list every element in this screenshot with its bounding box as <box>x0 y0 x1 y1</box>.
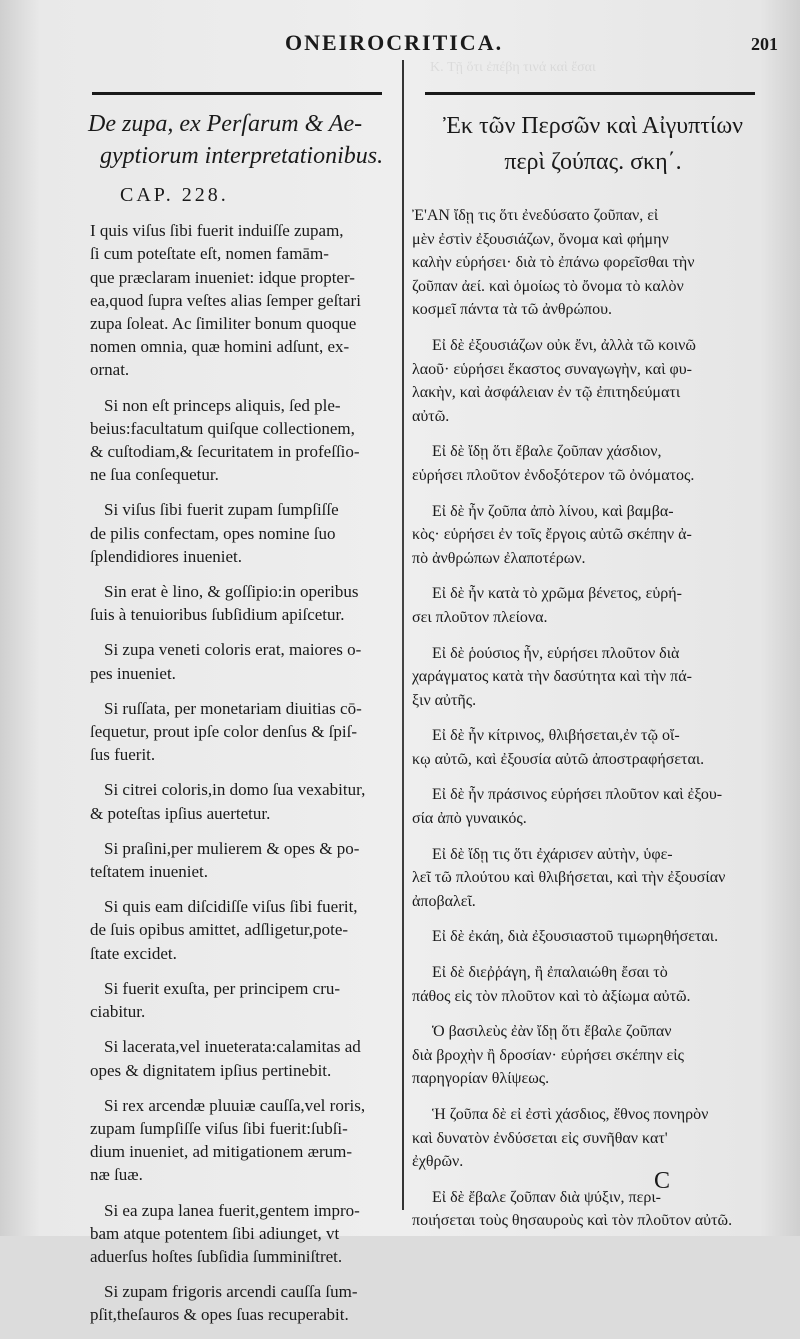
latin-text-line: pſit,theſauros & opes ſuas recuperabit. <box>90 1305 349 1325</box>
latin-paragraph <box>90 1199 390 1269</box>
greek-paragraph <box>412 724 774 771</box>
latin-paragraph <box>90 778 390 824</box>
greek-text-line: Εἰ δὲ ῥούσιος ἦν, εὑρήσει πλοῦτον διὰ <box>432 644 680 662</box>
latin-paragraph <box>90 638 390 684</box>
latin-text-line: Sin erat è lino, & goſſipio:in operibus <box>104 582 359 602</box>
latin-text-line: ſuis à tenuioribus ſubſidium apiſcetur. <box>90 605 345 625</box>
column-divider <box>402 60 404 1210</box>
greek-text-line: εὑρήσει πλοῦτον ἐνδοξότερον τῶ ὀνόματος. <box>412 466 695 484</box>
latin-text-line: ſus fuerit. <box>90 745 156 765</box>
greek-text-line: καλὴν εὑρήσει· διὰ τὸ ἐπάνω φορεῖσθαι τὴν <box>412 254 695 272</box>
latin-text-line: ſequetur, prout ipſe color denſus & ſpiſ- <box>90 722 358 742</box>
greek-text-line: ἀποβαλεῖ. <box>412 892 476 910</box>
latin-text-line: Si non eſt princeps aliquis, ſed ple- <box>104 395 341 415</box>
latin-text-line: beius:facultatum quiſque collectionem, <box>90 418 355 438</box>
greek-paragraphs <box>412 204 774 1233</box>
greek-paragraph <box>412 961 774 1008</box>
greek-paragraph <box>412 334 774 428</box>
latin-text-line: ornat. <box>90 360 130 380</box>
greek-text-line: λεῖ τῶ πλούτου καὶ θλιβήσεται, καὶ τὴν ἐξουσίαν <box>412 869 726 887</box>
right-header-rule <box>425 92 755 95</box>
latin-text-line: que præclaram inueniet: idque propter- <box>90 267 355 287</box>
greek-paragraph <box>412 925 774 949</box>
greek-text-line: ἐχθρῶν. <box>412 1153 464 1171</box>
greek-text-line: χαράγματος κατὰ τὴν δασύτητα καὶ τὴν πά- <box>412 668 692 686</box>
latin-text-line: Si ea zupa lanea fuerit,gentem impro- <box>104 1200 360 1220</box>
latin-text-line: Si zupa veneti coloris erat, maiores o- <box>104 640 362 660</box>
greek-text-line: παρηγορίαν θλίψεως. <box>412 1070 550 1088</box>
greek-paragraph <box>412 440 774 487</box>
latin-text-line: Si viſus ſibi fuerit zupam ſumpſiſſe <box>104 500 339 520</box>
greek-paragraph <box>412 783 774 830</box>
greek-text-line: Ὁ βασιλεὺς ἐὰν ἴδῃ ὅτι ἔβαλε ζοῦπαν <box>432 1023 672 1041</box>
greek-text-line: Εἰ δὲ ἴδῃ τις ὅτι ἐχάρισεν αὐτὴν, ὑφε- <box>432 845 673 863</box>
greek-paragraph <box>412 500 774 571</box>
greek-text-line: σει πλοῦτον πλείονα. <box>412 608 548 626</box>
latin-paragraph <box>90 394 390 487</box>
latin-text-line: de pilis confectam, opes nomine ſuo <box>90 523 336 543</box>
latin-paragraphs <box>90 219 390 1326</box>
greek-text-line: πάθος εἰς τὸν πλοῦτον καὶ τὸ ἀξίωμα αὐτῶ. <box>412 987 691 1005</box>
latin-text-line: Si fuerit exuſta, per principem cru- <box>104 978 341 998</box>
greek-text-line: κοσμεῖ πάντα τὰ τῶ ἀνθρώπου. <box>412 301 613 319</box>
greek-text-line: διὰ βροχὴν ἢ δροσίαν· εὑρήσει σκέπην εἰς <box>412 1046 684 1064</box>
latin-text-line: Si praſini,per mulierem & opes & po- <box>104 838 360 858</box>
greek-text-line: κῳ αὐτῶ, καὶ ἐξουσία αὐτῶ ἀποστραφήσεται. <box>412 750 705 768</box>
greek-text-line: Εἰ δὲ ἐξουσιάζων οὐκ ἔνι, ἀλλὰ τῶ κοινῶ <box>432 336 696 354</box>
latin-chapter-title <box>88 108 390 172</box>
latin-title-line: De zupa, ex Perſarum & Ae- <box>88 111 363 137</box>
latin-text-line: zupam ſumpſiſſe viſus ſibi fuerit:ſubſi- <box>90 1118 348 1138</box>
latin-text-line: I quis viſus ſibi fuerit induiſſe zupam, <box>90 221 344 241</box>
greek-text-line: καὶ δυνατὸν ἐνδύσεται εἰς συνῆθαν κατ' <box>412 1129 668 1147</box>
greek-text-line: λακὴν, καὶ ἀσφάλειαν ἐν τῷ ἐπιτηδεύματι <box>412 384 681 402</box>
greek-text-line: ποιήσεται τοὺς θησαυροὺς καὶ τὸν πλοῦτον αὐτῶ. <box>412 1212 733 1230</box>
greek-paragraph <box>412 1186 774 1233</box>
latin-paragraph <box>90 219 390 381</box>
greek-text-line: μὲν ἐστὶν ἐξουσιάζων, ὄνομα καὶ φήμην <box>412 230 669 248</box>
bleed-through-text: K. Τῇ ὅτι ἐπέβη τινά καὶ ἔσαι <box>430 60 596 75</box>
greek-text-line: κὸς· εὑρήσει ἐν τοῖς ἔργοις αὐτῶ σκέπην ἀ- <box>412 526 692 544</box>
latin-paragraph <box>90 1280 390 1326</box>
latin-text-line: dium inueniet, ad mitigationem ærum- <box>90 1142 353 1162</box>
greek-text-line: λαοῦ· εὑρήσει ἕκαστος συναγωγὴν, καὶ φυ- <box>412 360 692 378</box>
latin-paragraph <box>90 697 390 767</box>
latin-text-line: Si lacerata,vel inueterata:calamitas ad <box>104 1037 361 1057</box>
greek-text-line: Εἰ δὲ ἦν πράσινος εὑρήσει πλοῦτον καὶ ἐξου- <box>432 786 723 804</box>
greek-text-line: Εἰ δὲ διεῤῥάγη, ἢ ἐπαλαιώθη ἔσαι τὸ <box>432 964 668 982</box>
latin-text-line: Si quis eam diſcidiſſe viſus ſibi fuerit, <box>104 897 358 917</box>
latin-text-line: Si zupam frigoris arcendi cauſſa ſum- <box>104 1282 358 1302</box>
latin-text-line: & poteſtas ipſius auertetur. <box>90 803 271 823</box>
greek-text-line: Εἰ δὲ ἦν ζοῦπα ἀπὸ λίνου, καὶ βαμβα- <box>432 502 674 520</box>
latin-paragraph <box>90 1094 390 1187</box>
latin-title-line: gyptiorum interpretationibus. <box>100 143 384 169</box>
greek-title-line: περὶ ζούπας. σκη΄. <box>504 149 682 175</box>
greek-text-line: ξιν αὐτῆς. <box>412 691 477 709</box>
latin-text-line: opes & dignitatem ipſius pertinebit. <box>90 1060 332 1080</box>
latin-paragraph <box>90 895 390 965</box>
latin-text-line: & cuſtodiam,& ſecuritatem in profeſſio- <box>90 442 360 462</box>
greek-text-line: Εἰ δὲ ἦν κατὰ τὸ χρῶμα βένετος, εὑρή- <box>432 585 682 603</box>
signature-mark: C <box>653 1168 670 1194</box>
latin-paragraph <box>90 498 390 568</box>
latin-text-line: ſplendidiores inueniet. <box>90 546 243 566</box>
greek-chapter-title <box>412 108 774 180</box>
greek-text-line: Ἐ'ΑΝ ἴδῃ τις ὅτι ἐνεδύσατο ζοῦπαν, εἰ <box>412 207 659 224</box>
greek-text-line: πὸ ἀνθρώπων ἐλαποτέρων. <box>412 549 586 567</box>
latin-text-line: teſtatem inueniet. <box>90 862 209 882</box>
greek-text-line: Εἰ δὲ ἦν κίτρινος, θλιβήσεται,ἐν τῷ οἴ- <box>432 727 680 745</box>
latin-text-line: næ ſuæ. <box>90 1165 143 1185</box>
latin-text-line: nomen omnia, quæ homini adſunt, ex- <box>90 337 350 357</box>
latin-text-line: Si rex arcendæ pluuiæ cauſſa,vel roris, <box>104 1095 366 1115</box>
latin-text-line: bam atque potentem ſibi adiunget, vt <box>90 1223 340 1243</box>
latin-paragraph <box>90 580 390 626</box>
latin-text-line: ſi cum poteſtate eſt, nomen famām- <box>90 244 329 264</box>
greek-text-line: σία ἀπὸ γυναικός. <box>412 810 527 828</box>
chapter-number: CAP. 228. <box>120 184 229 206</box>
latin-paragraph <box>90 977 390 1023</box>
running-head: ONEIROCRITICA. <box>285 30 504 55</box>
greek-text-line: Ἡ ζοῦπα δὲ εἰ ἐστὶ χάσδιος, ἔθνος πονηρὸν <box>432 1106 709 1123</box>
latin-paragraph <box>90 837 390 883</box>
latin-text-line: ſtate excidet. <box>90 943 177 963</box>
latin-text-line: ciabitur. <box>90 1002 146 1022</box>
left-header-rule <box>92 92 382 95</box>
greek-paragraph <box>412 843 774 914</box>
greek-text-line: Εἰ δὲ ἐκάη, διὰ ἐξουσιαστοῦ τιμωρηθήσεται. <box>432 928 719 946</box>
greek-text-line: αὐτῶ. <box>412 407 450 425</box>
greek-text-line: Εἰ δὲ ἔβαλε ζοῦπαν διὰ ψύξιν, περι- <box>432 1188 661 1206</box>
greek-column <box>412 108 774 1245</box>
greek-paragraph <box>412 642 774 713</box>
latin-text-line: Si citrei coloris,in domo ſua vexabitur, <box>104 780 366 800</box>
latin-text-line: zupa ſoleat. Ac ſimiliter bonum quoque <box>90 314 357 334</box>
greek-paragraph <box>412 1103 774 1174</box>
greek-paragraph <box>412 1020 774 1091</box>
greek-text-line: Εἰ δὲ ἴδῃ ὅτι ἔβαλε ζοῦπαν χάσδιον, <box>432 443 662 461</box>
greek-title-line: Ἐκ τῶν Περσῶν καὶ Αἰγυπτίων <box>442 113 744 139</box>
greek-paragraph <box>412 582 774 629</box>
greek-text-line: ζοῦπαν ἀεί. καὶ ὁμοίως τὸ ὄνομα τὸ καλὸν <box>412 277 684 295</box>
latin-paragraph <box>90 1035 390 1081</box>
latin-text-line: ne ſua conſequetur. <box>90 465 219 485</box>
latin-column <box>90 108 390 1339</box>
latin-text-line: aduerſus hoſtes ſubſidia ſumminiſtret. <box>90 1246 343 1266</box>
latin-text-line: ea,quod ſupra veſtes alias ſemper geſtari <box>90 290 361 310</box>
latin-text-line: pes inueniet. <box>90 663 176 683</box>
page-number: 201 <box>751 34 778 54</box>
latin-text-line: de ſuis opibus amittet, adſligetur,pote- <box>90 920 349 940</box>
latin-text-line: Si ruſſata, per monetariam diuitias cō- <box>104 698 362 718</box>
greek-paragraph <box>412 204 774 322</box>
